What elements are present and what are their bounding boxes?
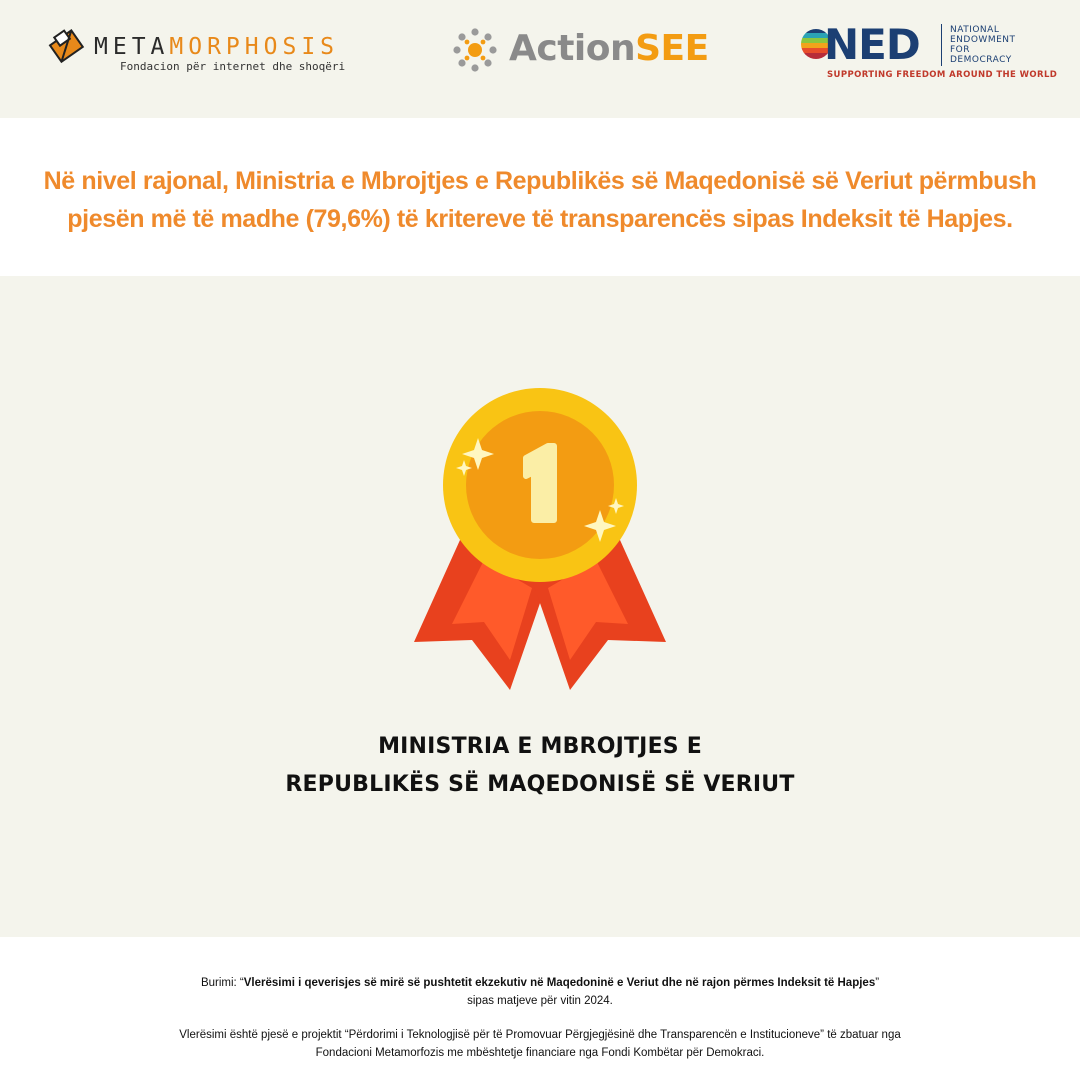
- ned-full-name: NATIONAL ENDOWMENT FOR DEMOCRACY: [950, 25, 1016, 65]
- ned-logo: [800, 20, 1058, 84]
- actionsee-sun-icon: [447, 24, 503, 80]
- source-line1: [60, 974, 1020, 992]
- wordmark-meta: META: [94, 34, 170, 60]
- ned-tagline: SUPPORTING FREEDOM AROUND THE WORLD: [827, 70, 1058, 80]
- wordmark-see: SEE: [635, 28, 709, 69]
- source-citation: [60, 974, 1020, 1010]
- wordmark-morphosis: MORPHOSIS: [169, 34, 340, 60]
- ministry-line2: REPUBLIKËS SË MAQEDONISË SË VERIUT: [285, 772, 795, 797]
- headline-band: [0, 118, 1080, 276]
- actionsee-logo: [447, 22, 737, 82]
- headline: Në nivel rajonal, Ministria e Mbrojtjes e Republikës së Maqedonisë së Veriut përmbush pjesën më të madhe (79,6%) të kritereve të transparencës sipas Indeksit të Hapjes.: [43, 167, 1037, 233]
- ministry-line1: MINISTRIA E MBROJTJES E: [378, 734, 702, 759]
- project-note: [60, 1026, 1020, 1062]
- gold-medal-icon: [400, 380, 680, 700]
- source-suffix: ”: [875, 977, 880, 989]
- source-line2: sipas matjeve për vitin 2024.: [467, 995, 613, 1007]
- metamorphosis-tagline: Fondacion për internet dhe shoqëri: [120, 60, 346, 73]
- metamorphosis-wordmark: [94, 34, 339, 60]
- source-prefix: Burimi: “: [200, 977, 244, 989]
- actionsee-wordmark: [509, 28, 709, 69]
- note-line1: Vlerësimi është pjesë e projektit “Përdorimi i Teknologjisë për të Promovuar Përgjegjësinë dhe Transparencën e Institucioneve” të zbatuar nga: [179, 1029, 901, 1041]
- source-title: Vlerësimi i qeverisjes së mirë së pushtetit ekzekutiv në Maqedoninë e Veriut dhe në rajon përmes Indeksit të Hapjes: [243, 977, 876, 989]
- ned-wordmark: NED: [824, 20, 920, 69]
- wordmark-action: Action: [509, 28, 636, 69]
- metamorphosis-logo-icon: [48, 26, 92, 66]
- note-line2: Fondacioni Metamorfozis me mbështetje financiare nga Fondi Kombëtar për Demokraci.: [315, 1047, 765, 1059]
- footer: [0, 937, 1080, 1080]
- ministry-name: [140, 728, 940, 804]
- metamorphosis-logo: [48, 26, 388, 86]
- header: [0, 0, 1080, 118]
- ned-divider: [941, 24, 942, 66]
